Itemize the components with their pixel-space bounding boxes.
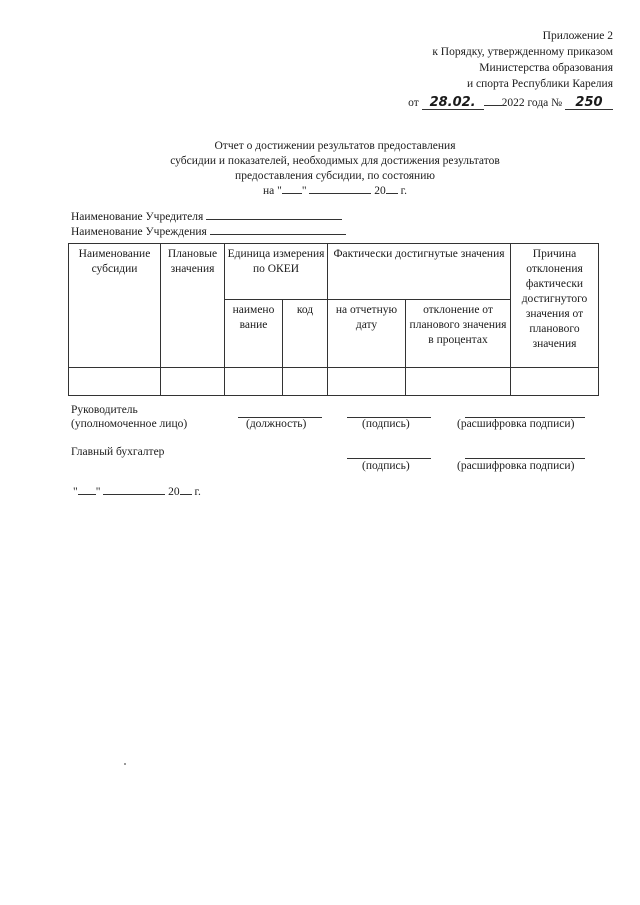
founder-label: Наименование Учредителя: [71, 211, 204, 223]
header-unit-name: наимено вание: [225, 300, 283, 368]
head-signature-caption: (подпись): [362, 418, 410, 430]
title-line-2: субсидии и показателей, необходимых для достижения результатов: [170, 155, 500, 167]
header-subsidy-name: Наименование субсидии: [69, 244, 161, 368]
title-month-blank: [309, 193, 371, 194]
header-actual-deviation: отклонение от планового значения в процентах: [406, 300, 511, 368]
appendix-line-1: Приложение 2: [542, 30, 613, 42]
cell-reason[interactable]: [511, 368, 599, 396]
cell-actual-date[interactable]: [328, 368, 406, 396]
title-date-prefix: на ": [263, 185, 282, 197]
accountant-decoding-caption: (расшифровка подписи): [457, 460, 575, 472]
title-line-3: предоставления субсидии, по состоянию: [235, 170, 435, 182]
institution-blank[interactable]: [210, 234, 346, 235]
sig-date-suffix: г.: [194, 486, 201, 498]
header-planned-values: Плановые значения: [161, 244, 225, 368]
report-title: [0, 139, 640, 199]
institution-label: Наименование Учреждения: [71, 226, 207, 238]
table-row: [69, 368, 599, 396]
sig-date-close: ": [95, 486, 101, 498]
accountant-decoding-line[interactable]: [465, 458, 585, 459]
appendix-from-prefix: от: [408, 97, 419, 109]
head-decoding-caption: (расшифровка подписи): [457, 418, 575, 430]
appendix-date-underline: [484, 92, 502, 106]
accountant-signature-line[interactable]: [347, 458, 431, 459]
appendix-date-handwritten: 28.02.: [422, 96, 484, 110]
header-deviation-reason: Причина отклонения фактически достигнутого значения от планового значения: [511, 244, 599, 368]
head-label: Руководитель: [71, 404, 138, 416]
sig-date-year: 20: [168, 486, 180, 498]
cell-unit-code[interactable]: [283, 368, 328, 396]
appendix-line-4: и спорта Республики Карелия: [466, 78, 613, 90]
header-unit-code: код: [283, 300, 328, 368]
appendix-header: [408, 28, 613, 111]
cell-actual-deviation[interactable]: [406, 368, 511, 396]
cell-unit-name[interactable]: [225, 368, 283, 396]
accountant-signature-caption: (подпись): [362, 460, 410, 472]
cell-planned[interactable]: [161, 368, 225, 396]
founder-field: [71, 211, 342, 223]
header-actual-values: Фактически достигнутые значения: [328, 244, 511, 300]
sig-year-blank[interactable]: [180, 494, 192, 495]
title-date-mid: ": [301, 185, 307, 197]
head-position-caption: (должность): [246, 418, 307, 430]
title-date-suffix: г.: [400, 185, 407, 197]
sig-day-blank[interactable]: [78, 494, 96, 495]
institution-field: [71, 226, 346, 238]
appendix-year-text: 2022 года №: [501, 97, 563, 109]
title-day-blank: [282, 193, 302, 194]
header-unit-okei: Единица измерения по ОКЕИ: [225, 244, 328, 300]
header-actual-date: на отчетную дату: [328, 300, 406, 368]
sig-date-open: ": [73, 486, 78, 498]
appendix-order-line: [408, 92, 613, 111]
title-year-blank: [386, 193, 398, 194]
report-table: [68, 243, 599, 396]
signature-date-line: [73, 486, 201, 498]
sig-month-blank[interactable]: [103, 494, 165, 495]
accountant-label: Главный бухгалтер: [71, 446, 165, 458]
appendix-number-handwritten: 250: [565, 96, 613, 110]
title-date-year: 20: [374, 185, 386, 197]
scan-speck: [124, 763, 126, 765]
appendix-line-3: Министерства образования: [479, 62, 613, 74]
appendix-line-2: к Порядку, утвержденному приказом: [432, 46, 613, 58]
title-line-1: Отчет о достижении результатов предоставления: [214, 140, 456, 152]
title-date-line: [0, 184, 640, 199]
head-sublabel: (уполномоченное лицо): [71, 418, 188, 430]
founder-blank[interactable]: [206, 219, 342, 220]
cell-subsidy[interactable]: [69, 368, 161, 396]
